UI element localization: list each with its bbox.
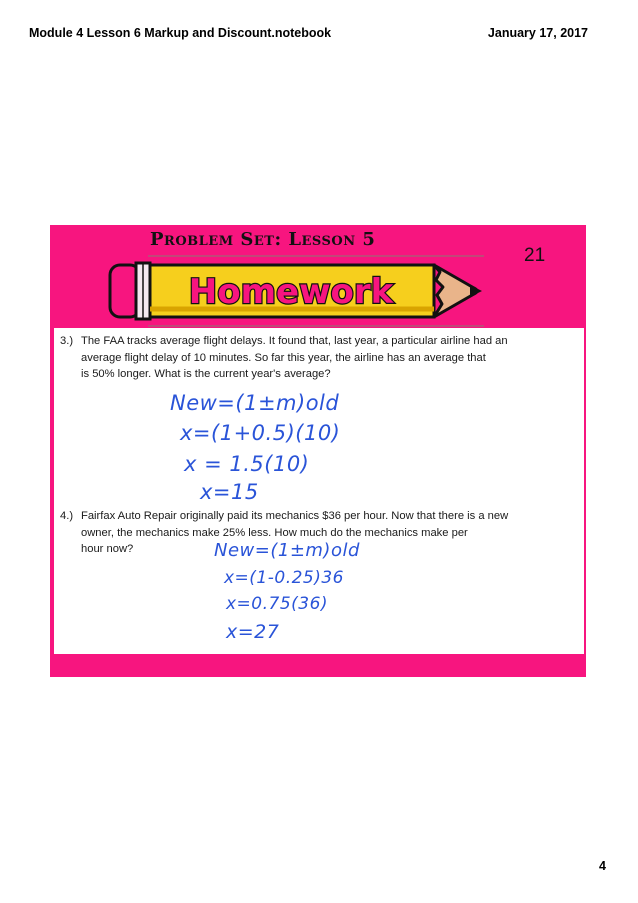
handwritten-work: x = 1.5(10) xyxy=(184,452,310,476)
problem-number: 4.) xyxy=(60,510,74,522)
problem-text-line: owner, the mechanics make 25% less. How much do the mechanics make per xyxy=(81,526,468,539)
problem-text-line: average flight delay of 10 minutes. So far this year, the airline has an average that xyxy=(81,351,486,364)
handwritten-work: x=15 xyxy=(200,480,259,504)
homework-banner-text: Homework xyxy=(188,272,394,312)
problem-number: 3.) xyxy=(60,335,74,347)
problem-text-line: is 50% longer. What is the current year's average? xyxy=(81,368,331,380)
problem-content xyxy=(54,328,584,654)
handwritten-work: x=(1+0.5)(10) xyxy=(180,421,341,445)
slide-number: 21 xyxy=(524,245,546,266)
handwritten-work: x=(1-0.25)36 xyxy=(224,568,345,588)
handwritten-work: New=(1±m)old xyxy=(214,540,360,561)
handwritten-work: New=(1±m)old xyxy=(170,391,340,415)
document-date: January 17, 2017 xyxy=(487,26,588,40)
slide xyxy=(50,225,586,677)
page-number: 4 xyxy=(599,859,606,873)
document-title: Module 4 Lesson 6 Markup and Discount.notebook xyxy=(29,26,332,40)
problem-set-heading: Problem Set: Lesson 5 xyxy=(150,229,376,250)
problem-text-line: hour now? xyxy=(81,543,134,555)
handwritten-work: x=27 xyxy=(226,621,280,643)
problem-3 xyxy=(60,333,508,383)
problem-text-line: Fairfax Auto Repair originally paid its mechanics $36 per hour. Now that there is a new xyxy=(81,510,509,522)
handwritten-work: x=0.75(36) xyxy=(226,594,329,614)
problem-text-line: The FAA tracks average flight delays. It found that, last year, a particular airline had an xyxy=(81,335,508,347)
homework-pencil-banner xyxy=(108,254,484,328)
